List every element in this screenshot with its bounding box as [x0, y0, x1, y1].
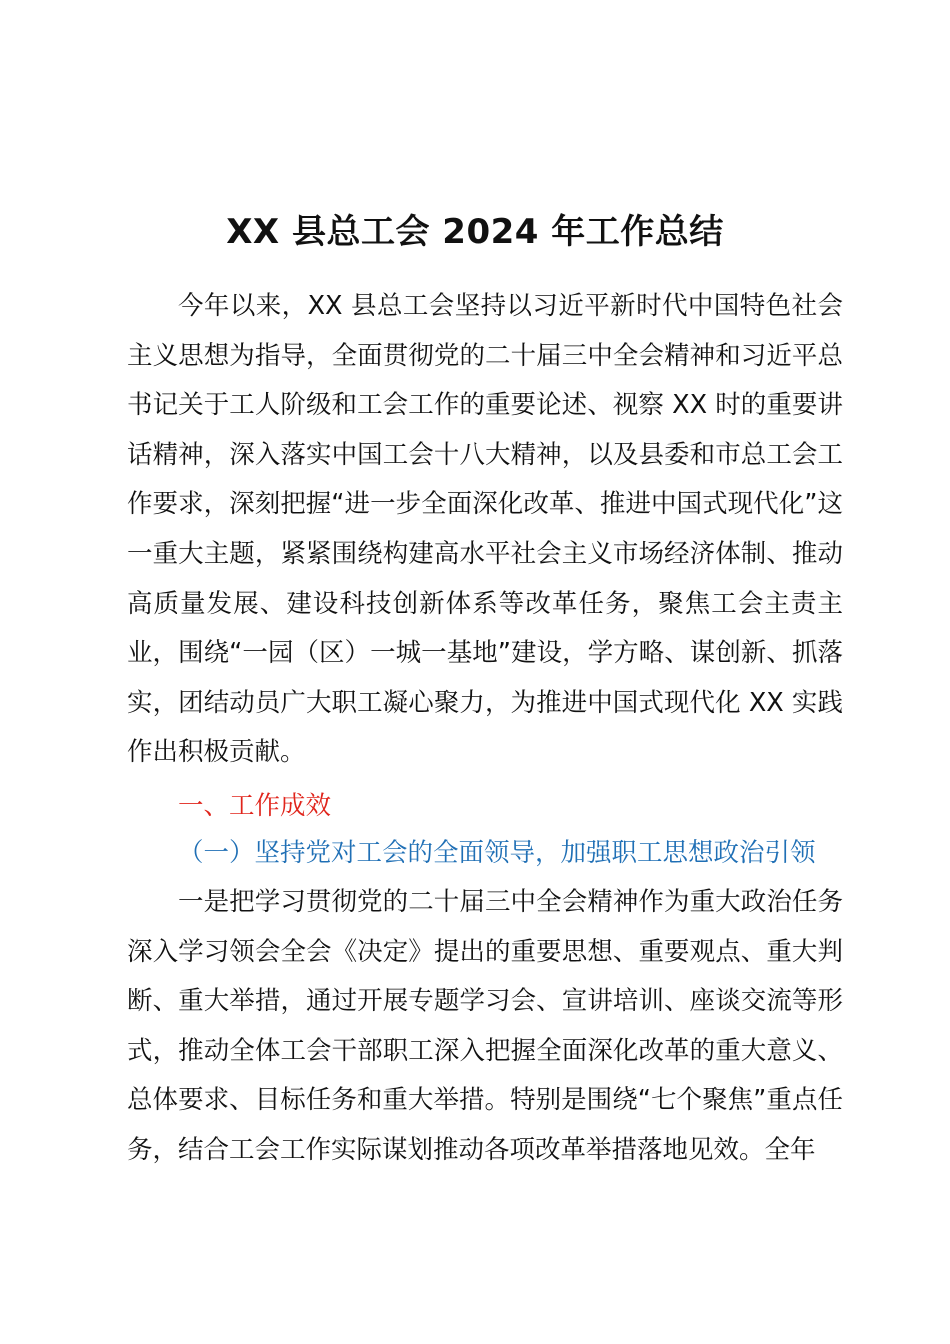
body-paragraph: 一是把学习贯彻党的二十届三中全会精神作为重大政治任务深入学习领会全会《决定》提出的重要思想、重要观点、重大判断、重大举措，通过开展专题学习会、宣讲培训、座谈交流等形式，推动全体工会干部职工深入把握全面深化改革的重大意义、总体要求、目标任务和重大举措。特别是围绕“七个聚焦”重点任务，结合工会工作实际谋划推动各项改革举措落地见效。全年 [127, 887, 843, 1165]
intro-paragraph: 今年以来，XX 县总工会坚持以习近平新时代中国特色社会主义思想为指导，全面贯彻党的二十届三中全会精神和习近平总书记关于工人阶级和工会工作的重要论述、视察 XX 时的重要讲话精神，深入落实中国工会十八大精神，以及县委和市总工会工作要求，深刻把握“进一步全面深化改革、推进中国式现代化”这一重大主题，紧紧围绕构建高水平社会主义市场经济体制、推动高质量发展、建设科技创新体系等改革任务，聚焦工会主责主业，围绕“一园（区）一城一基地”建设，学方略、谋创新、抓落实，团结动员广大职工凝心聚力，为推进中国式现代化 XX 实践作出积极贡献。 [127, 291, 843, 768]
section-heading: 一、工作成效 [178, 791, 332, 821]
subsection-heading: （一）坚持党对工会的全面领导，加强职工思想政治引领 [178, 838, 816, 868]
document-title: XX 县总工会 2024 年工作总结 [226, 212, 724, 252]
